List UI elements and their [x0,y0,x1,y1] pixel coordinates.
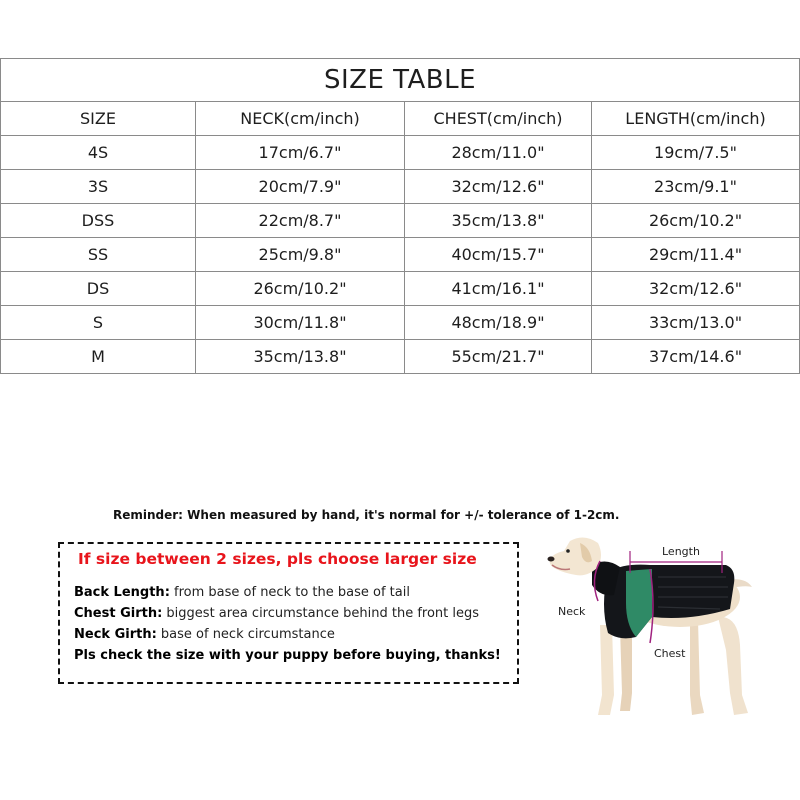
table-title-row [1,59,800,102]
header-chest: CHEST(cm/inch) [405,102,592,136]
cell-neck: 30cm/11.8" [196,306,405,340]
cell-size: M [1,340,196,374]
cell-length: 33cm/13.0" [592,306,800,340]
cell-neck: 35cm/13.8" [196,340,405,374]
cell-chest: 28cm/11.0" [405,136,592,170]
cell-size: SS [1,238,196,272]
cell-chest: 40cm/15.7" [405,238,592,272]
cell-size: DS [1,272,196,306]
header-neck: NECK(cm/inch) [196,102,405,136]
notes-headline: If size between 2 sizes, pls choose larger size [78,550,477,568]
table-row [1,136,800,170]
cell-length: 26cm/10.2" [592,204,800,238]
cell-length: 29cm/11.4" [592,238,800,272]
cell-length: 32cm/12.6" [592,272,800,306]
dog-measurement-diagram [540,525,800,730]
note-chest-girth-term: Chest Girth: [74,606,163,621]
note-back-length-desc: from base of neck to the base of tail [169,585,410,600]
table-row [1,306,800,340]
cell-chest: 41cm/16.1" [405,272,592,306]
cell-neck: 17cm/6.7" [196,136,405,170]
cell-neck: 22cm/8.7" [196,204,405,238]
size-notes-box [58,542,519,684]
table-row [1,238,800,272]
note-neck-girth-desc: base of neck circumstance [156,627,335,642]
cell-neck: 26cm/10.2" [196,272,405,306]
cell-chest: 35cm/13.8" [405,204,592,238]
cell-chest: 55cm/21.7" [405,340,592,374]
note-neck-girth [74,627,335,642]
header-length: LENGTH(cm/inch) [592,102,800,136]
table-title: SIZE TABLE [1,59,800,102]
table-header-row [1,102,800,136]
reminder-text: Reminder: When measured by hand, it's normal for +/- tolerance of 1-2cm. [113,508,620,522]
note-back-length [74,585,410,600]
note-chest-girth [74,606,479,621]
note-neck-girth-term: Neck Girth: [74,627,157,642]
cell-length: 37cm/14.6" [592,340,800,374]
chest-label: Chest [654,647,686,660]
cell-size: 3S [1,170,196,204]
table-row [1,204,800,238]
cell-size: 4S [1,136,196,170]
table-row [1,170,800,204]
note-final-text: Pls check the size with your puppy before buying, thanks! [74,648,501,663]
note-final [74,648,501,663]
cell-chest: 32cm/12.6" [405,170,592,204]
cell-length: 19cm/7.5" [592,136,800,170]
dog-illustration [548,537,753,715]
note-back-length-term: Back Length: [74,585,170,600]
length-label: Length [662,545,700,558]
size-table [0,58,800,374]
cell-size: DSS [1,204,196,238]
table-row [1,340,800,374]
cell-neck: 25cm/9.8" [196,238,405,272]
cell-size: S [1,306,196,340]
note-chest-girth-desc: biggest area circumstance behind the front legs [162,606,480,621]
neck-label: Neck [558,605,586,618]
header-size: SIZE [1,102,196,136]
cell-neck: 20cm/7.9" [196,170,405,204]
table-row [1,272,800,306]
cell-chest: 48cm/18.9" [405,306,592,340]
cell-length: 23cm/9.1" [592,170,800,204]
